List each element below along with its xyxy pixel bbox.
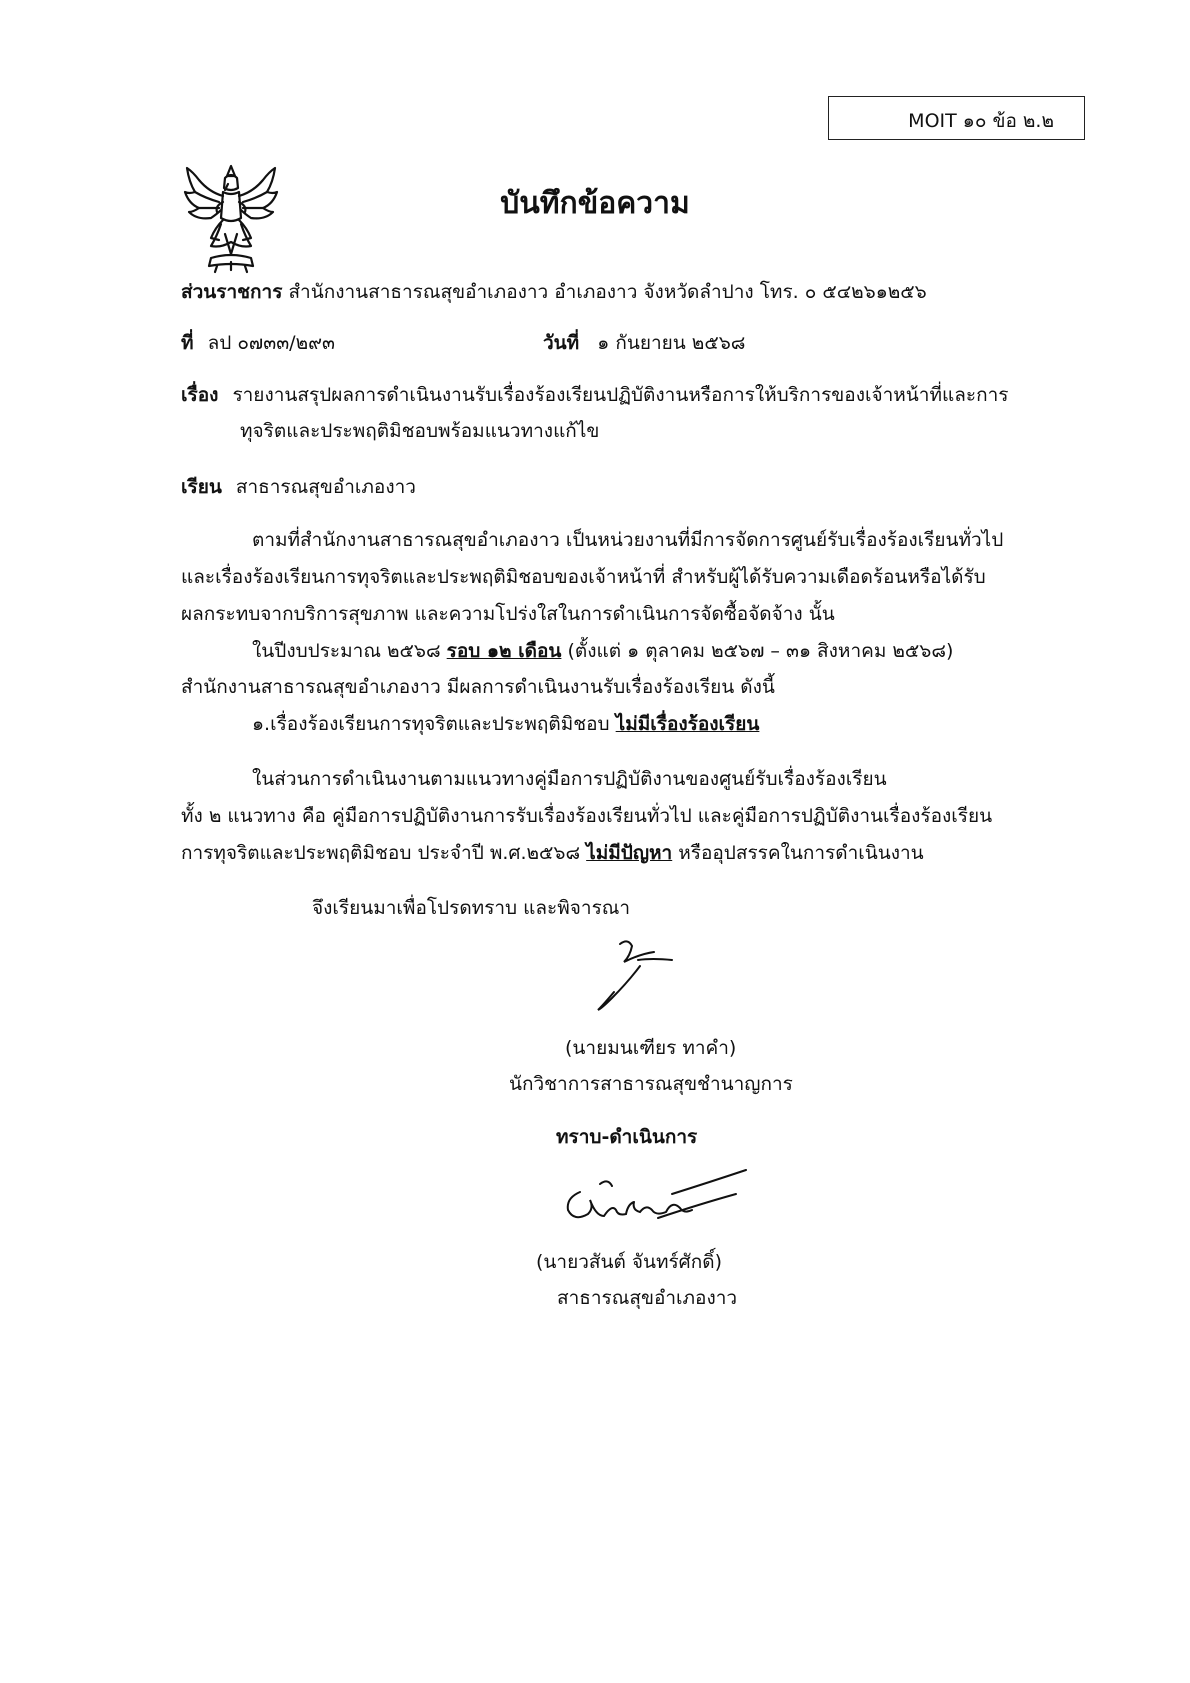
date-value: ๑ กันยายน ๒๕๖๘ [597, 332, 746, 354]
memo-title: บันทึกข้อความ [500, 186, 690, 221]
signer-1-name: (นายมนเฑียร ทาคำ) [565, 1037, 737, 1059]
date-row [543, 330, 745, 356]
p2-period: รอบ ๑๒ เดือน [446, 640, 562, 662]
ref-value: ลป ๐๗๓๓/๒๙๓ [207, 332, 336, 354]
p3-line-2: ทั้ง ๒ แนวทาง คือ คู่มือการปฏิบัติงานการรับเรื่องร้องเรียนทั่วไป และคู่มือการปฏิบัติงานเรื่องร้องเรียน [181, 805, 993, 827]
ref-row [181, 330, 335, 356]
signature-1 [594, 936, 684, 1016]
p3-no-problem: ไม่มีปัญหา [586, 842, 673, 864]
acknowledge-label: ทราบ-ดำเนินการ [556, 1126, 698, 1148]
p2-line-2: สำนักงานสาธารณสุขอำเภองาว มีผลการดำเนินงานรับเรื่องร้องเรียน ดังนี้ [181, 676, 775, 698]
to-label: เรียน [181, 476, 222, 498]
p1-line-3: ผลกระทบจากบริการสุขภาพ และความโปร่งใสในการดำเนินการจัดซื้อจัดจ้าง นั้น [181, 603, 835, 625]
to-value: สาธารณสุขอำเภองาว [235, 476, 416, 498]
ref-label: ที่ [181, 332, 194, 354]
date-label: วันที่ [543, 332, 580, 354]
signer-1-position: นักวิชาการสาธารณสุขชำนาญการ [509, 1073, 793, 1095]
to-row [181, 474, 416, 500]
p3-line-1: ในส่วนการดำเนินงานตามแนวทางคู่มือการปฏิบัติงานของศูนย์รับเรื่องร้องเรียน [252, 768, 887, 790]
p2-post: (ตั้งแต่ ๑ ตุลาคม ๒๕๖๗ – ๓๑ สิงหาคม ๒๕๖๘) [561, 640, 954, 662]
subject-line-1: รายงานสรุปผลการดำเนินงานรับเรื่องร้องเรียนปฏิบัติงานหรือการให้บริการของเจ้าหน้าที่และการ [232, 384, 1009, 406]
p3-post: หรืออุปสรรคในการดำเนินงาน [672, 842, 924, 864]
p2-line-1 [252, 638, 953, 664]
department-label: ส่วนราชการ [181, 281, 283, 303]
department-row [181, 279, 927, 305]
subject-line-2: ทุจริตและประพฤติมิชอบพร้อมแนวทางแก้ไข [240, 420, 600, 442]
signer-2-position: สาธารณสุขอำเภองาว [557, 1287, 738, 1309]
p3-line-3 [181, 840, 924, 866]
p1-line-1: ตามที่สำนักงานสาธารณสุขอำเภองาว เป็นหน่วยงานที่มีการจัดการศูนย์รับเรื่องร้องเรียนทั่วไป [252, 529, 1004, 551]
signer-2-name: (นายวสันต์ จันทร์ศักดิ์) [536, 1251, 723, 1273]
p3-pre: การทุจริตและประพฤติมิชอบ ประจำปี พ.ศ.๒๕๖๘ [181, 842, 587, 864]
p1-line-2: และเรื่องร้องเรียนการทุจริตและประพฤติมิชอบของเจ้าหน้าที่ สำหรับผู้ได้รับความเดือดร้อนหรือได้รับ [181, 566, 986, 588]
signature-2 [560, 1164, 760, 1232]
subject-row [181, 382, 1008, 408]
item-1 [252, 711, 759, 737]
reference-code: MOIT ๑๐ ข้อ ๒.๒ [908, 110, 1054, 132]
subject-label: เรื่อง [181, 384, 219, 406]
p2-pre: ในปีงบประมาณ ๒๕๖๘ [252, 640, 447, 662]
department-value: สำนักงานสาธารณสุขอำเภองาว อำเภองาว จังหวัดลำปาง โทร. ๐ ๕๔๒๖๑๒๕๖ [288, 281, 927, 303]
reference-box [828, 96, 1085, 140]
closing-line: จึงเรียนมาเพื่อโปรดทราบ และพิจารณา [312, 897, 631, 919]
item-1-result: ไม่มีเรื่องร้องเรียน [615, 713, 760, 735]
item-1-text: ๑.เรื่องร้องเรียนการทุจริตและประพฤติมิชอบ [252, 713, 616, 735]
